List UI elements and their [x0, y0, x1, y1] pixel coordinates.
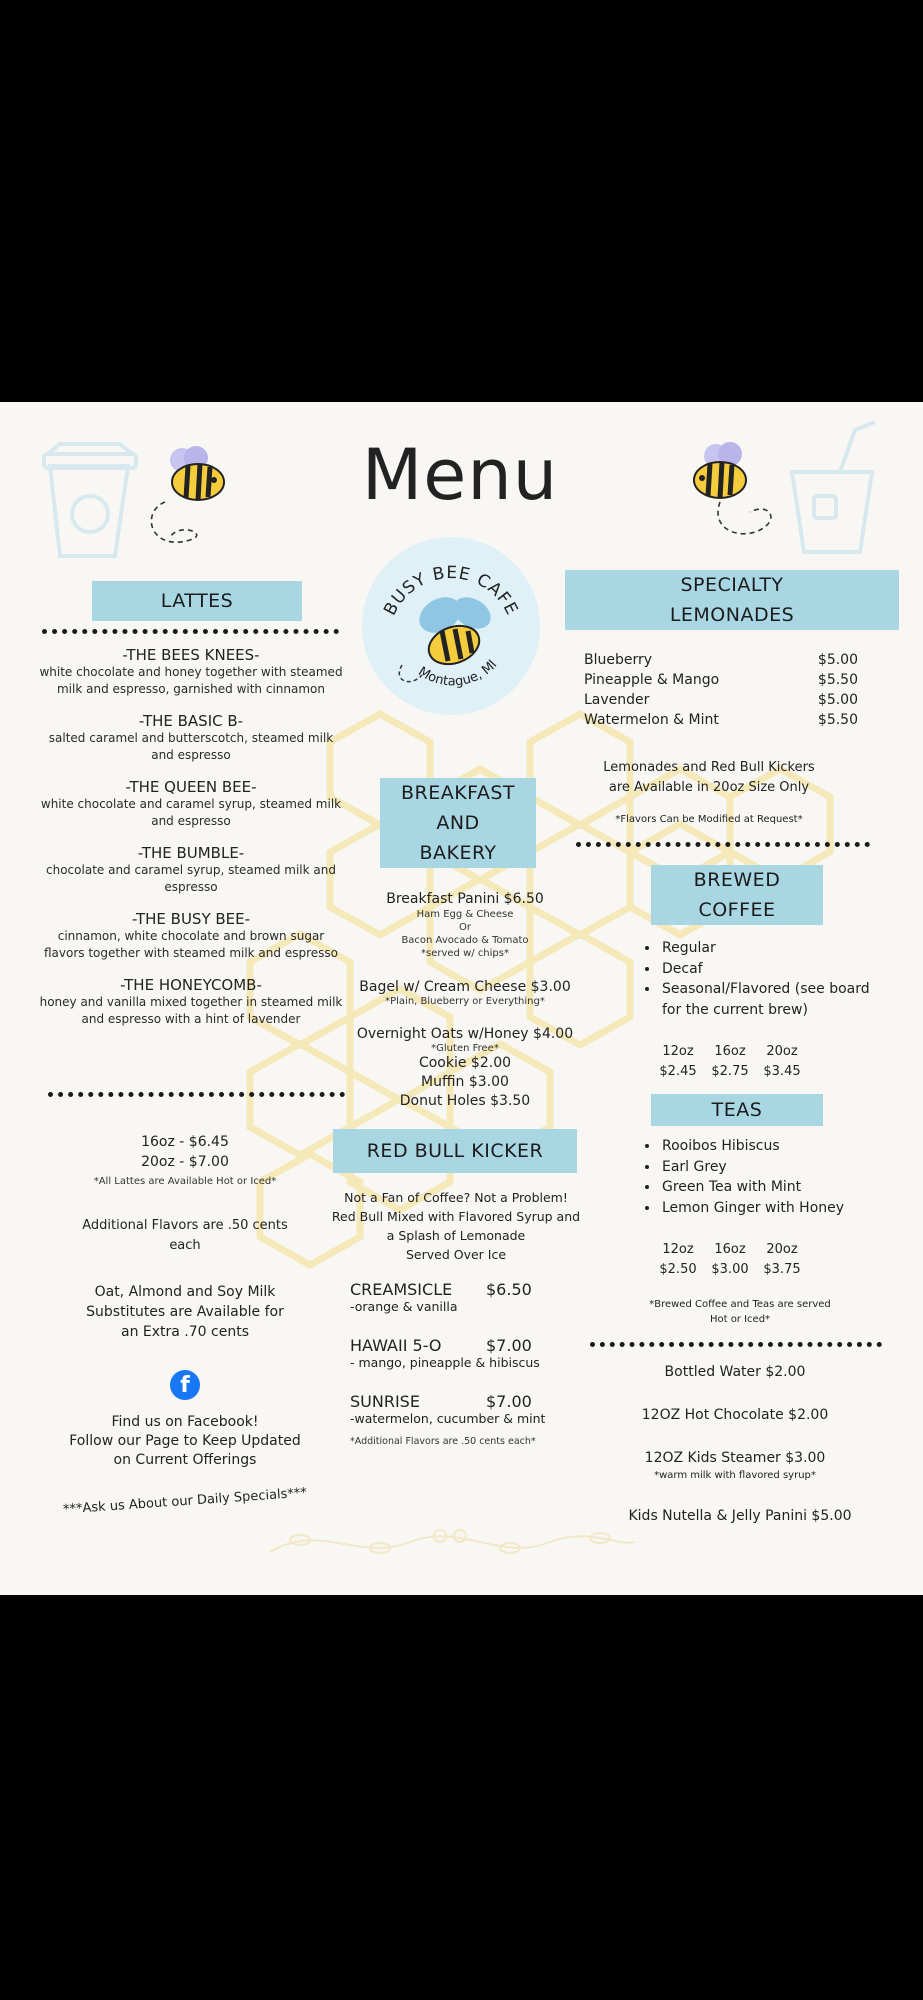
latte-name: -THE QUEEN BEE- [125, 778, 257, 796]
latte-name: -THE BUMBLE- [137, 844, 245, 862]
red-bull-item [350, 1280, 590, 1314]
red-bull-desc: - mango, pineapple & hibiscus [350, 1355, 540, 1370]
bottled-water: Bottled Water $2.00 [664, 1364, 806, 1380]
red-bull-name: SUNRISE [350, 1392, 420, 1411]
lemonade-flavors-note: *Flavors Can be Modified at Request* [615, 814, 803, 825]
donut-holes: Donut Holes $3.50 [399, 1093, 531, 1109]
lemonades-heading [565, 570, 899, 630]
hot-iced-note: *All Lattes are Available Hot or Iced* [93, 1176, 277, 1187]
tea-note: *Brewed Coffee and Teas are served Hot or Iced* [649, 1299, 831, 1325]
facebook-block [60, 1413, 310, 1470]
red-bull-intro [330, 1188, 582, 1264]
lemonade-item [584, 670, 858, 690]
lemonade-price: $5.00 [817, 692, 858, 708]
tea-size: 12oz [662, 1242, 694, 1257]
latte-item [36, 976, 346, 1028]
red-bull-price: $6.50 [486, 1280, 532, 1299]
panini-option-2: Bacon Avocado & Tomato [401, 935, 529, 946]
brewed-coffee-heading [651, 865, 823, 925]
cookie: Cookie $2.00 [418, 1055, 512, 1071]
breakfast-panini: Breakfast Panini $6.50 [386, 891, 544, 907]
latte-item [36, 646, 346, 698]
red-bull-name: CREAMSICLE [350, 1280, 453, 1299]
latte-name: -THE BEES KNEES- [122, 646, 260, 664]
lemonade-item [584, 710, 858, 730]
muffin: Muffin $3.00 [421, 1074, 509, 1090]
panini-or: Or [459, 922, 471, 933]
lemonade-item [584, 690, 858, 710]
daily-specials: ***Ask us About our Daily Specials*** [62, 1485, 308, 1518]
brewed-size: 20oz [766, 1044, 798, 1059]
tea-size: 20oz [766, 1242, 798, 1257]
red-bull-heading: RED BULL KICKER [333, 1129, 577, 1173]
latte-item [36, 712, 346, 764]
panini-option-1: Ham Egg & Cheese [416, 909, 514, 920]
lemonade-name: Blueberry [584, 652, 653, 668]
kids-steamer-note: *warm milk with flavored syrup* [654, 1470, 816, 1481]
latte-desc: honey and vanilla mixed together in steamed milk and espresso with a hint of lavender [39, 995, 343, 1026]
red-bull-intro-3: Served Over Ice [405, 1247, 507, 1262]
tea-item: • Lemon Ginger with Honey [660, 1198, 880, 1219]
divider [576, 842, 870, 847]
brewed-price: $3.45 [763, 1064, 801, 1079]
breakfast-heading [380, 778, 536, 868]
red-bull-list [350, 1280, 590, 1447]
breakfast-list [350, 890, 580, 1111]
latte-desc: white chocolate and honey together with steamed milk and espresso, garnished with cinnamon [39, 665, 343, 696]
tea-size: 16oz [714, 1242, 746, 1257]
bee-icon [140, 442, 240, 552]
brewed-heading-line2: COFFEE [698, 899, 776, 921]
brewed-sizes [652, 1042, 808, 1082]
lattes-heading: LATTES [92, 581, 302, 621]
divider [42, 629, 339, 634]
teas-heading: TEAS [651, 1094, 823, 1126]
latte-desc: white chocolate and caramel syrup, steamed milk and espresso [40, 797, 342, 828]
red-bull-item [350, 1336, 590, 1370]
red-bull-item [350, 1392, 590, 1426]
latte-desc: cinnamon, white chocolate and brown sugar flavors together with steamed milk and espresso [44, 929, 338, 960]
tea-item: • Green Tea with Mint [660, 1177, 880, 1198]
latte-item [36, 844, 346, 896]
breakfast-heading-line2: AND [436, 812, 480, 834]
tea-price: $3.75 [763, 1262, 801, 1277]
bagel-note: *Plain, Blueberry or Everything* [385, 996, 545, 1007]
lemonade-name: Watermelon & Mint [584, 712, 719, 728]
brewed-item: • Decaf [660, 959, 880, 980]
teas-list [640, 1136, 880, 1218]
overnight-oats: Overnight Oats w/Honey $4.00 [356, 1026, 574, 1042]
panini-note: *served w/ chips* [421, 948, 509, 959]
red-bull-intro-2: Red Bull Mixed with Flavored Syrup and a Splash of Lemonade [331, 1209, 581, 1243]
logo-top-text: BUSY BEE CAFE [380, 563, 522, 619]
lemonade-price: $5.50 [817, 672, 858, 688]
coffee-cup-icon [40, 436, 150, 566]
lemonade-size-note: Lemonades and Red Bull Kickers are Available in 20oz Size Only [603, 760, 815, 795]
latte-price-16: 16oz - $6.45 [141, 1134, 229, 1150]
latte-desc: chocolate and caramel syrup, steamed milk and espresso [46, 863, 336, 894]
latte-flavors-note: Additional Flavors are .50 cents each [82, 1218, 288, 1253]
oats-note: *Gluten Free* [431, 1043, 499, 1054]
red-bull-name: HAWAII 5-O [350, 1336, 442, 1355]
tea-price: $2.50 [659, 1262, 697, 1277]
lemonades-heading-line2: LEMONADES [669, 604, 795, 626]
brewed-price: $2.45 [659, 1064, 697, 1079]
facebook-icon[interactable]: f [170, 1370, 200, 1400]
lemonade-name: Lavender [584, 692, 650, 708]
facebook-line2: Follow our Page to Keep Updated on Current Offerings [69, 1433, 301, 1468]
latte-item [36, 778, 346, 830]
latte-desc: salted caramel and butterscotch, steamed milk and espresso [48, 731, 334, 762]
iced-drink-icon [780, 422, 890, 562]
lemonades-heading-line1: SPECIALTY [680, 574, 784, 596]
brewed-size: 16oz [714, 1044, 746, 1059]
brewed-size: 12oz [662, 1044, 694, 1059]
hot-chocolate: 12OZ Hot Chocolate $2.00 [641, 1407, 829, 1423]
floral-decoration [260, 1502, 640, 1572]
logo-bottom-text: Montague, MI [415, 657, 501, 690]
lemonade-name: Pineapple & Mango [584, 672, 720, 688]
red-bull-flavors-note: *Additional Flavors are .50 cents each* [350, 1436, 536, 1447]
lemonade-price: $5.00 [817, 652, 858, 668]
red-bull-intro-1: Not a Fan of Coffee? Not a Problem! [344, 1190, 568, 1205]
tea-sizes [652, 1240, 808, 1280]
brewed-item: • Regular [660, 938, 880, 959]
brewed-coffee-list [640, 938, 880, 1020]
kids-steamer: 12OZ Kids Steamer $3.00 [644, 1450, 826, 1466]
kids-panini: Kids Nutella & Jelly Panini $5.00 [628, 1508, 852, 1524]
page-title: Menu [361, 434, 559, 516]
lemonade-price: $5.50 [817, 712, 858, 728]
brewed-price: $2.75 [711, 1064, 749, 1079]
facebook-line1: Find us on Facebook! [111, 1414, 259, 1430]
bee-icon [680, 440, 790, 550]
lemonade-item [584, 650, 858, 670]
latte-name: -THE HONEYCOMB- [120, 976, 262, 994]
brewed-item: • Seasonal/Flavored (see board for the current brew) [660, 979, 880, 1020]
red-bull-desc: -watermelon, cucumber & mint [350, 1411, 546, 1426]
tea-item: • Rooibos Hibiscus [660, 1136, 880, 1157]
milk-note: Oat, Almond and Soy Milk Substitutes are Available for an Extra .70 cents [86, 1284, 284, 1340]
cafe-logo [362, 537, 540, 715]
latte-name: -THE BASIC B- [138, 712, 244, 730]
latte-item [36, 910, 346, 962]
tea-price: $3.00 [711, 1262, 749, 1277]
menu-card [0, 402, 923, 1595]
tea-item: • Earl Grey [660, 1157, 880, 1178]
latte-name: -THE BUSY BEE- [131, 910, 251, 928]
latte-price-20: 20oz - $7.00 [141, 1154, 229, 1170]
bagel: Bagel w/ Cream Cheese $3.00 [359, 979, 571, 995]
lattes-list [36, 646, 346, 1028]
red-bull-desc: -orange & vanilla [350, 1299, 458, 1314]
breakfast-heading-line3: BAKERY [419, 842, 497, 864]
lemonades-list [584, 650, 858, 730]
red-bull-price: $7.00 [486, 1392, 532, 1411]
breakfast-heading-line1: BREAKFAST [400, 782, 516, 804]
divider [48, 1092, 345, 1097]
latte-prices [70, 1132, 300, 1192]
red-bull-price: $7.00 [486, 1336, 532, 1355]
brewed-heading-line1: BREWED [693, 869, 781, 891]
divider [590, 1342, 882, 1347]
